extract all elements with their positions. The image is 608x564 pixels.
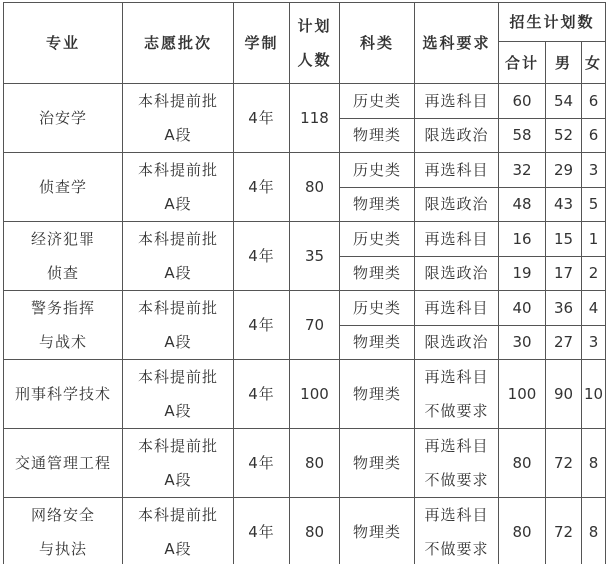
batch-line1: 本科提前批	[137, 299, 218, 317]
header-enroll-plan: 招生计划数	[499, 3, 606, 42]
header-major: 专业	[4, 3, 123, 84]
male-cell: 54	[546, 84, 582, 119]
header-plan-line2: 人数	[297, 51, 332, 69]
duration-cell: 4年	[234, 291, 290, 360]
female-cell: 10	[582, 360, 606, 429]
requirement-cell: 再选科目	[415, 153, 499, 188]
male-cell: 52	[546, 118, 582, 153]
category-cell: 历史类	[340, 291, 415, 326]
requirement-line2: 不做要求	[424, 471, 489, 489]
total-cell: 40	[499, 291, 546, 326]
total-cell: 60	[499, 84, 546, 119]
male-cell: 29	[546, 153, 582, 188]
total-cell: 19	[499, 256, 546, 291]
requirement-cell: 再选科目	[415, 291, 499, 326]
requirement-line2: 不做要求	[424, 402, 489, 420]
batch-cell	[123, 360, 234, 429]
requirement-line2: 不做要求	[424, 540, 489, 558]
duration-cell: 4年	[234, 498, 290, 564]
category-cell: 历史类	[340, 222, 415, 257]
male-cell: 72	[546, 498, 582, 564]
male-cell: 43	[546, 187, 582, 222]
batch-line2: A段	[164, 471, 192, 489]
table-row	[4, 291, 606, 326]
table-row	[4, 222, 606, 257]
table-row	[4, 429, 606, 464]
major-cell	[4, 498, 123, 564]
table-row	[4, 84, 606, 119]
major-cell: 侦查学	[4, 153, 123, 222]
requirement-cell: 再选科目	[415, 84, 499, 119]
table-row	[4, 498, 606, 533]
major-line2: 与战术	[38, 333, 87, 351]
plan-cell: 70	[290, 291, 340, 360]
male-cell: 36	[546, 291, 582, 326]
total-cell: 80	[499, 429, 546, 498]
total-cell: 30	[499, 325, 546, 360]
requirement-line1: 再选科目	[424, 368, 489, 386]
major-line2: 与执法	[38, 540, 87, 558]
category-cell: 物理类	[340, 429, 415, 498]
batch-cell	[123, 153, 234, 222]
batch-line1: 本科提前批	[137, 368, 218, 386]
category-cell: 物理类	[340, 187, 415, 222]
batch-cell	[123, 84, 234, 153]
plan-cell: 118	[290, 84, 340, 153]
header-female: 女	[582, 42, 606, 84]
total-cell: 48	[499, 187, 546, 222]
total-cell: 32	[499, 153, 546, 188]
major-cell: 刑事科学技术	[4, 360, 123, 429]
major-line2: 侦查	[46, 264, 79, 282]
table-row	[4, 153, 606, 188]
requirement-cell	[415, 498, 499, 564]
female-cell: 6	[582, 84, 606, 119]
category-cell: 物理类	[340, 498, 415, 564]
header-male: 男	[546, 42, 582, 84]
requirement-cell	[415, 429, 499, 498]
plan-cell: 80	[290, 429, 340, 498]
batch-line1: 本科提前批	[137, 437, 218, 455]
header-duration: 学制	[234, 3, 290, 84]
requirement-cell: 限选政治	[415, 118, 499, 153]
male-cell: 15	[546, 222, 582, 257]
header-batch: 志愿批次	[123, 3, 234, 84]
total-cell: 16	[499, 222, 546, 257]
requirement-line1: 再选科目	[424, 506, 489, 524]
category-cell: 物理类	[340, 118, 415, 153]
female-cell: 3	[582, 325, 606, 360]
major-cell: 治安学	[4, 84, 123, 153]
requirement-line1: 再选科目	[424, 437, 489, 455]
header-requirement: 选科要求	[415, 3, 499, 84]
female-cell: 4	[582, 291, 606, 326]
requirement-cell: 限选政治	[415, 256, 499, 291]
category-cell: 历史类	[340, 84, 415, 119]
female-cell: 2	[582, 256, 606, 291]
plan-cell: 80	[290, 498, 340, 564]
plan-cell: 100	[290, 360, 340, 429]
category-cell: 物理类	[340, 256, 415, 291]
category-cell: 物理类	[340, 325, 415, 360]
batch-line2: A段	[164, 126, 192, 144]
requirement-cell: 限选政治	[415, 187, 499, 222]
total-cell: 80	[499, 498, 546, 564]
duration-cell: 4年	[234, 153, 290, 222]
header-total: 合计	[499, 42, 546, 84]
duration-cell: 4年	[234, 84, 290, 153]
enrollment-table	[3, 2, 606, 564]
category-cell: 物理类	[340, 360, 415, 429]
batch-line1: 本科提前批	[137, 230, 218, 248]
male-cell: 17	[546, 256, 582, 291]
duration-cell: 4年	[234, 429, 290, 498]
female-cell: 1	[582, 222, 606, 257]
header-plan	[290, 3, 340, 84]
female-cell: 8	[582, 429, 606, 498]
female-cell: 3	[582, 153, 606, 188]
batch-line2: A段	[164, 402, 192, 420]
category-cell: 历史类	[340, 153, 415, 188]
male-cell: 90	[546, 360, 582, 429]
duration-cell: 4年	[234, 360, 290, 429]
header-category: 科类	[340, 3, 415, 84]
batch-line2: A段	[164, 264, 192, 282]
batch-line1: 本科提前批	[137, 92, 218, 110]
female-cell: 5	[582, 187, 606, 222]
plan-cell: 35	[290, 222, 340, 291]
batch-line1: 本科提前批	[137, 506, 218, 524]
male-cell: 27	[546, 325, 582, 360]
major-line1: 网络安全	[30, 506, 95, 524]
batch-cell	[123, 498, 234, 564]
major-cell	[4, 222, 123, 291]
batch-line1: 本科提前批	[137, 161, 218, 179]
major-cell: 交通管理工程	[4, 429, 123, 498]
batch-line2: A段	[164, 333, 192, 351]
male-cell: 72	[546, 429, 582, 498]
requirement-cell: 再选科目	[415, 222, 499, 257]
batch-line2: A段	[164, 540, 192, 558]
major-line1: 经济犯罪	[30, 230, 95, 248]
major-cell	[4, 291, 123, 360]
major-line1: 警务指挥	[30, 299, 95, 317]
total-cell: 58	[499, 118, 546, 153]
plan-cell: 80	[290, 153, 340, 222]
requirement-cell: 限选政治	[415, 325, 499, 360]
duration-cell: 4年	[234, 222, 290, 291]
batch-cell	[123, 222, 234, 291]
total-cell: 100	[499, 360, 546, 429]
requirement-cell	[415, 360, 499, 429]
table-row	[4, 360, 606, 395]
batch-cell	[123, 429, 234, 498]
header-plan-line1: 计划	[297, 17, 332, 35]
batch-line2: A段	[164, 195, 192, 213]
female-cell: 8	[582, 498, 606, 564]
female-cell: 6	[582, 118, 606, 153]
batch-cell	[123, 291, 234, 360]
